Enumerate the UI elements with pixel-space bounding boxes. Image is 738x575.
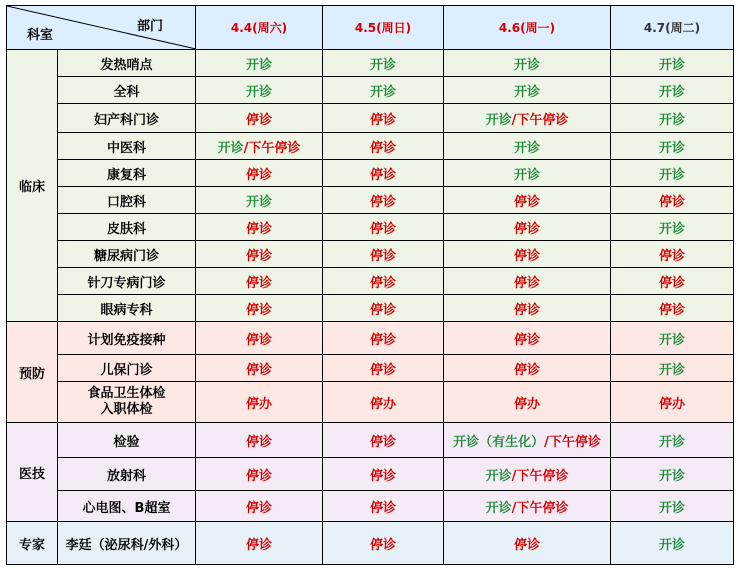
table-row: [7, 268, 734, 295]
table-row: [7, 491, 734, 522]
date-header: 4.6(周一): [444, 6, 611, 50]
table-row: [7, 458, 734, 491]
status-stop-part: /下午停诊: [544, 434, 601, 450]
status-cell: 停诊: [323, 295, 444, 322]
status-cell: 停诊: [323, 133, 444, 160]
status-cell: 停办: [323, 382, 444, 423]
table-row: [7, 187, 734, 214]
department-line: 食品卫生体检: [87, 386, 166, 401]
status-cell: 停诊: [444, 522, 611, 565]
status-cell: 停诊: [196, 423, 323, 458]
date-header: 4.5(周日): [323, 6, 444, 50]
status-stop-part: /下午停诊: [511, 468, 569, 484]
header-corner-cell: [7, 6, 196, 50]
department-cell: 康复科: [58, 160, 196, 187]
status-cell: [444, 491, 611, 522]
status-cell: 停诊: [323, 241, 444, 268]
status-cell: 开诊: [323, 50, 444, 77]
department-cell: 李廷（泌尿科/外科）: [58, 522, 196, 565]
table-row: [7, 133, 734, 160]
status-cell: 开诊: [323, 77, 444, 104]
department-cell: 糖尿病门诊: [58, 241, 196, 268]
table-row: [7, 104, 734, 133]
status-cell: 停诊: [323, 268, 444, 295]
status-cell: 停诊: [323, 491, 444, 522]
table-row: [7, 355, 734, 382]
schedule-body: [7, 50, 734, 565]
status-cell: 开诊: [196, 187, 323, 214]
status-open-part: 开诊: [485, 468, 512, 484]
table-row: [7, 160, 734, 187]
status-cell: 开诊: [611, 160, 734, 187]
status-cell: 开诊: [444, 160, 611, 187]
status-cell: 停诊: [444, 187, 611, 214]
status-cell: 停办: [196, 382, 323, 423]
status-cell: 开诊: [611, 50, 734, 77]
clinic-schedule-table: [6, 5, 734, 565]
status-cell: 停诊: [323, 522, 444, 565]
category-cell: 预防: [7, 322, 58, 423]
status-cell: 停诊: [323, 104, 444, 133]
status-cell: 停诊: [444, 355, 611, 382]
status-cell: 开诊: [611, 458, 734, 491]
department-cell: 检验: [58, 423, 196, 458]
status-cell: [444, 458, 611, 491]
category-cell: 专家: [7, 522, 58, 565]
status-open-part: 开诊: [485, 500, 512, 516]
date-header: 4.4(周六): [196, 6, 323, 50]
status-stop-part: /下午停诊: [511, 500, 569, 516]
department-cell: 中医科: [58, 133, 196, 160]
department-line: 入职体检: [100, 402, 153, 417]
department-cell: 儿保门诊: [58, 355, 196, 382]
status-cell: 开诊: [444, 133, 611, 160]
status-cell: 开诊: [444, 50, 611, 77]
department-cell: 眼病专科: [58, 295, 196, 322]
table-row: [7, 241, 734, 268]
status-cell: 开诊: [444, 77, 611, 104]
department-cell: 口腔科: [58, 187, 196, 214]
status-cell: 停诊: [444, 322, 611, 355]
table-row: [7, 214, 734, 241]
category-cell: 医技: [7, 423, 58, 522]
department-cell: 针刀专病门诊: [58, 268, 196, 295]
status-cell: 停诊: [611, 187, 734, 214]
status-cell: 停诊: [196, 355, 323, 382]
status-cell: 开诊: [611, 77, 734, 104]
corner-label-department: 部门: [137, 19, 164, 34]
status-open-part: 开诊: [217, 140, 244, 156]
department-cell: 妇产科门诊: [58, 104, 196, 133]
status-cell: 停诊: [323, 214, 444, 241]
table-row: [7, 522, 734, 565]
status-cell: 停诊: [196, 458, 323, 491]
status-cell: 停诊: [611, 241, 734, 268]
status-cell: 停诊: [323, 423, 444, 458]
department-cell: 心电图、B超室: [58, 491, 196, 522]
status-cell: 停诊: [444, 241, 611, 268]
status-cell: 开诊: [611, 214, 734, 241]
department-cell: 发热哨点: [58, 50, 196, 77]
table-row: [7, 77, 734, 104]
status-cell: 开诊: [611, 104, 734, 133]
header-row: [7, 6, 734, 50]
status-cell: 停诊: [196, 295, 323, 322]
status-cell: 开诊: [611, 491, 734, 522]
status-cell: 停诊: [196, 160, 323, 187]
status-cell: 停办: [611, 382, 734, 423]
table-row: [7, 50, 734, 77]
status-cell: 开诊: [611, 322, 734, 355]
category-cell: 临床: [7, 50, 58, 322]
status-cell: 开诊: [611, 522, 734, 565]
status-cell: 停诊: [196, 322, 323, 355]
status-cell: 停诊: [196, 268, 323, 295]
status-cell: 停诊: [323, 355, 444, 382]
status-cell: 停诊: [323, 187, 444, 214]
department-cell: 皮肤科: [58, 214, 196, 241]
status-cell: 停诊: [444, 214, 611, 241]
department-cell: [58, 382, 196, 423]
status-cell: [444, 423, 611, 458]
status-stop-part: /下午停诊: [511, 112, 569, 128]
schedule-table-wrapper: [6, 5, 734, 565]
status-cell: 停诊: [444, 268, 611, 295]
status-cell: 停诊: [196, 241, 323, 268]
status-stop-part: /下午停诊: [243, 140, 301, 156]
status-cell: 停办: [444, 382, 611, 423]
date-header: 4.7(周二): [611, 6, 734, 50]
status-cell: 停诊: [444, 295, 611, 322]
status-cell: 开诊: [611, 423, 734, 458]
status-cell: 开诊: [611, 133, 734, 160]
department-cell: 计划免疫接种: [58, 322, 196, 355]
status-open-part: 开诊（有生化）: [453, 434, 545, 450]
table-row: [7, 322, 734, 355]
status-cell: 停诊: [323, 160, 444, 187]
department-cell: 全科: [58, 77, 196, 104]
corner-label-department-type: 科室: [27, 28, 54, 43]
department-cell: 放射科: [58, 458, 196, 491]
table-row: [7, 423, 734, 458]
status-cell: 停诊: [196, 491, 323, 522]
status-cell: 停诊: [611, 295, 734, 322]
status-cell: 开诊: [611, 355, 734, 382]
status-open-part: 开诊: [485, 112, 512, 128]
status-cell: 停诊: [196, 104, 323, 133]
status-cell: 开诊: [196, 50, 323, 77]
status-cell: 停诊: [196, 214, 323, 241]
status-cell: [444, 104, 611, 133]
status-cell: [196, 133, 323, 160]
table-row: [7, 295, 734, 322]
status-cell: 停诊: [196, 522, 323, 565]
status-cell: 停诊: [611, 268, 734, 295]
status-cell: 停诊: [323, 458, 444, 491]
status-cell: 停诊: [323, 322, 444, 355]
status-cell: 开诊: [196, 77, 323, 104]
table-row: [7, 382, 734, 423]
